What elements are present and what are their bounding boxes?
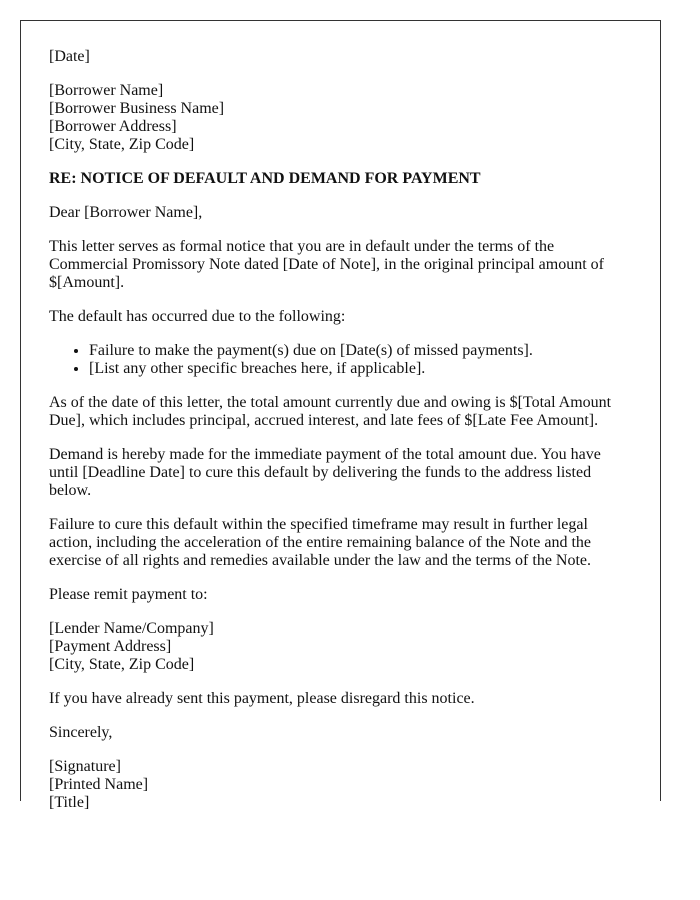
recipient-business-name: [Borrower Business Name] bbox=[49, 100, 225, 117]
recipient-address-block bbox=[49, 82, 632, 154]
signature: [Signature] bbox=[49, 758, 121, 775]
demand-paragraph: Demand is hereby made for the immediate payment of the total amount due. You have until [Deadline Date] to cure this default by delivering the funds to the address listed below. bbox=[49, 446, 601, 499]
breach-list bbox=[49, 342, 632, 378]
notice-paragraph: This letter serves as formal notice that you are in default under the terms of the Commercial Promissory Note dated [Date of Note], in the original principal amount of $[Amount]. bbox=[49, 238, 604, 291]
amount-due-paragraph: As of the date of this letter, the total amount currently due and owing is $[Total Amount Due], which includes principal, accrued interest, and late fees of $[Late Fee Amount]. bbox=[49, 394, 612, 429]
lender-name: [Lender Name/Company] bbox=[49, 620, 214, 637]
subject-line: RE: NOTICE OF DEFAULT AND DEMAND FOR PAYMENT bbox=[49, 170, 481, 187]
signer-title: [Title] bbox=[49, 794, 90, 811]
recipient-address: [Borrower Address] bbox=[49, 118, 177, 135]
breach-list-item: • [List any other specific breaches here, if applicable]. bbox=[89, 360, 632, 378]
payment-address: [Payment Address] bbox=[49, 638, 172, 655]
consequences-paragraph: Failure to cure this default within the specified timeframe may result in further legal action, including the acceleration of the entire remaining balance of the Note and the exercise of all rights and remedies available under the law and the terms of the Note. bbox=[49, 516, 592, 569]
printed-name: [Printed Name] bbox=[49, 776, 149, 793]
lender-city-state-zip: [City, State, Zip Code] bbox=[49, 656, 195, 673]
closing: Sincerely, bbox=[49, 724, 113, 741]
letter-page bbox=[20, 20, 661, 811]
remit-address-block bbox=[49, 620, 632, 674]
signature-block bbox=[49, 758, 632, 812]
disregard-paragraph: If you have already sent this payment, please disregard this notice. bbox=[49, 690, 475, 707]
breach-list-item: • Failure to make the payment(s) due on [Date(s) of missed payments]. bbox=[89, 342, 632, 360]
default-intro-paragraph: The default has occurred due to the following: bbox=[49, 308, 346, 325]
recipient-city-state-zip: [City, State, Zip Code] bbox=[49, 136, 195, 153]
recipient-name: [Borrower Name] bbox=[49, 82, 164, 99]
salutation: Dear [Borrower Name], bbox=[49, 204, 203, 221]
letter-content bbox=[21, 21, 660, 812]
remit-intro: Please remit payment to: bbox=[49, 586, 208, 603]
letter-date: [Date] bbox=[49, 48, 90, 65]
